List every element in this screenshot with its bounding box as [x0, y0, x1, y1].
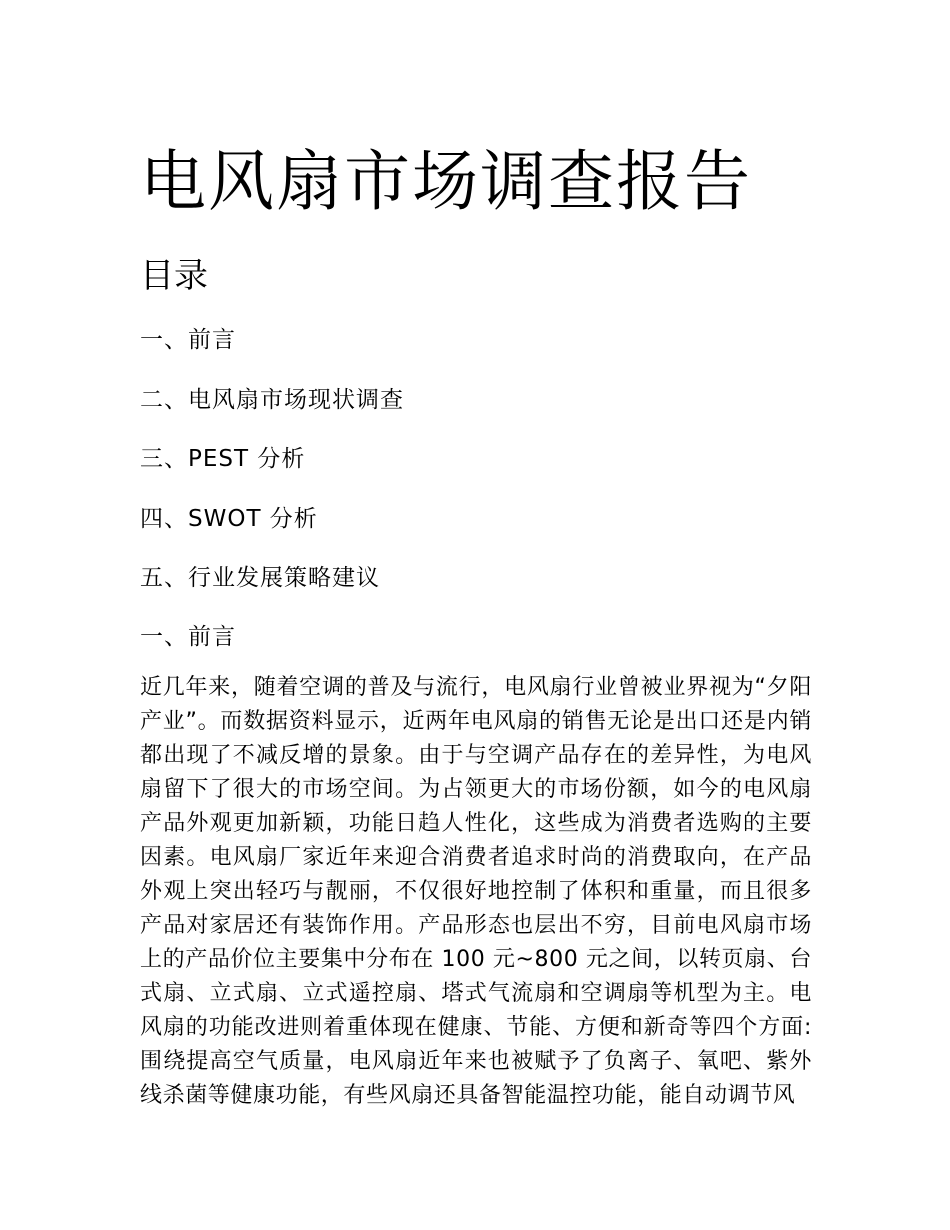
section-heading-preface: 一、前言: [140, 624, 236, 650]
toc-heading: 目录: [140, 256, 208, 296]
toc-item-pest: 三、PEST 分析: [140, 446, 306, 472]
table-of-contents: [140, 322, 404, 620]
document-title: 电风扇市场调查报告: [140, 143, 752, 220]
toc-item-swot: 四、SWOT 分析: [140, 505, 318, 532]
toc-item-strategy: 五、行业发展策略建议: [140, 565, 380, 591]
toc-item-preface: 一、前言: [140, 327, 236, 353]
toc-item-market-status: 二、电风扇市场现状调查: [140, 386, 404, 413]
preface-paragraph: 近几年来，随着空调的普及与流行，电风扇行业曾被业界视为“夕阳产业”。而数据资料显示，近两年电风扇的销售无论是出口还是内销都出现了不减反增的景象。由于与空调产品存在的差异性，为电风扇留下了很大的市场空间。为占领更大的市场份额，如今的电风扇产品外观更加新颖，功能日趋人性化，这些成为消费者选购的主要因素。电风扇厂家近年来迎合消费者追求时尚的消费取向，在产品外观上突出轻巧与靓丽，不仅很好地控制了体积和重量，而且很多产品对家居还有装饰作用。产品形态也层出不穷，目前电风扇市场上的产品价位主要集中分布在 100 元~800 元之间，以转页扇、台式扇、立式扇、立式遥控扇、塔式气流扇和空调扇等机型为主。电风扇的功能改进则着重体现在健康、节能、方便和新奇等四个方面:围绕提高空气质量，电风扇近年来也被赋予了负离子、氧吧、紫外线杀菌等健康功能，有些风扇还具备智能温控功能，能自动调节风: [140, 675, 812, 1108]
